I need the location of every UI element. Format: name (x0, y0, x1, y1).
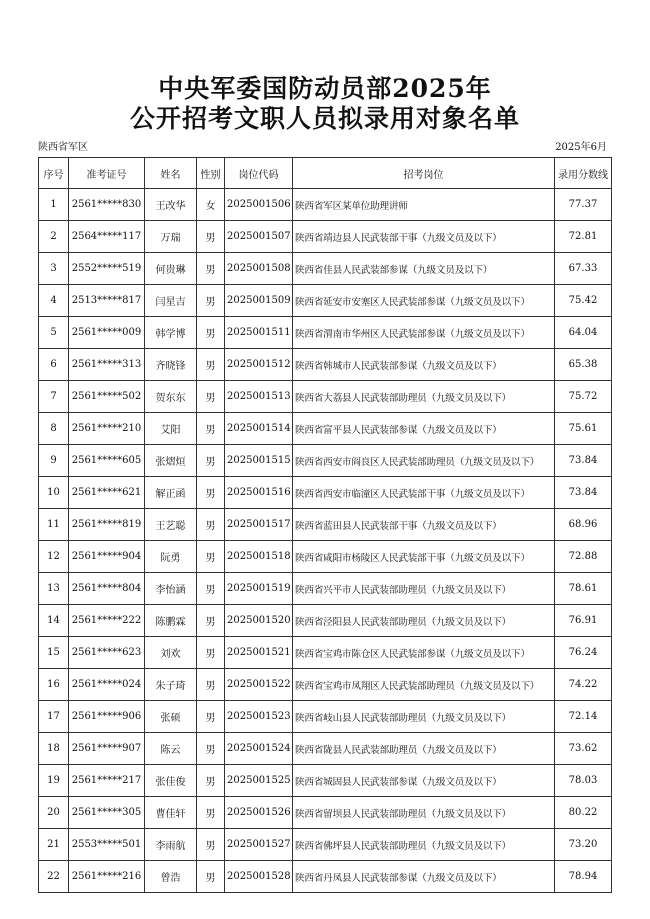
cell-position: 陕西省宝鸡市凤翔区人民武装部助理员（九级文员及以下） (293, 669, 555, 701)
col-header-score: 录用分数线 (555, 158, 612, 189)
cell-gender: 男 (197, 317, 225, 349)
cell-gender: 男 (197, 861, 225, 893)
cell-code: 2025001523 (225, 701, 293, 733)
cell-name: 万瑞 (145, 221, 197, 253)
cell-gender: 男 (197, 637, 225, 669)
cell-position: 陕西省韩城市人民武装部参谋（九级文员及以下） (293, 349, 555, 381)
cell-no: 19 (39, 765, 69, 797)
cell-code: 2025001522 (225, 669, 293, 701)
cell-score: 78.61 (555, 573, 612, 605)
cell-gender: 男 (197, 509, 225, 541)
cell-position: 陕西省陇县人民武装部助理员（九级文员及以下） (293, 733, 555, 765)
cell-exam-id: 2561*****906 (69, 701, 145, 733)
cell-score: 73.84 (555, 477, 612, 509)
cell-exam-id: 2561*****830 (69, 189, 145, 221)
cell-code: 2025001520 (225, 605, 293, 637)
cell-code: 2025001514 (225, 413, 293, 445)
cell-position: 陕西省宝鸡市陈仓区人民武装部参谋（九级文员及以下） (293, 637, 555, 669)
cell-exam-id: 2564*****117 (69, 221, 145, 253)
cell-score: 75.42 (555, 285, 612, 317)
cell-exam-id: 2553*****501 (69, 829, 145, 861)
table-row (39, 669, 612, 701)
cell-score: 78.94 (555, 861, 612, 893)
cell-gender: 男 (197, 541, 225, 573)
cell-name: 王改华 (145, 189, 197, 221)
table-row (39, 477, 612, 509)
cell-code: 2025001515 (225, 445, 293, 477)
table-row (39, 829, 612, 861)
document-title-line1: 中央军委国防动员部2025年 (158, 74, 492, 103)
table-row (39, 861, 612, 893)
cell-exam-id: 2561*****502 (69, 381, 145, 413)
cell-code: 2025001516 (225, 477, 293, 509)
cell-no: 14 (39, 605, 69, 637)
cell-position: 陕西省延安市安塞区人民武装部参谋（九级文员及以下） (293, 285, 555, 317)
table-row (39, 765, 612, 797)
cell-name: 齐晓锋 (145, 349, 197, 381)
cell-code: 2025001525 (225, 765, 293, 797)
header-row (39, 158, 612, 189)
cell-score: 80.22 (555, 797, 612, 829)
cell-exam-id: 2561*****804 (69, 573, 145, 605)
table-row (39, 701, 612, 733)
cell-position: 陕西省佳县人民武装部参谋（九级文员及以下） (293, 253, 555, 285)
cell-exam-id: 2561*****819 (69, 509, 145, 541)
cell-no: 12 (39, 541, 69, 573)
cell-position: 陕西省靖边县人民武装部干事（九级文员及以下） (293, 221, 555, 253)
table-row (39, 349, 612, 381)
cell-no: 11 (39, 509, 69, 541)
cell-no: 9 (39, 445, 69, 477)
cell-no: 1 (39, 189, 69, 221)
cell-code: 2025001526 (225, 797, 293, 829)
cell-score: 73.84 (555, 445, 612, 477)
cell-gender: 男 (197, 797, 225, 829)
cell-exam-id: 2561*****313 (69, 349, 145, 381)
cell-code: 2025001513 (225, 381, 293, 413)
cell-exam-id: 2513*****817 (69, 285, 145, 317)
cell-code: 2025001506 (225, 189, 293, 221)
table-row (39, 445, 612, 477)
table-row (39, 221, 612, 253)
cell-no: 8 (39, 413, 69, 445)
cell-name: 闫星吉 (145, 285, 197, 317)
table-row (39, 285, 612, 317)
cell-position: 陕西省大荔县人民武装部助理员（九级文员及以下） (293, 381, 555, 413)
cell-gender: 男 (197, 829, 225, 861)
cell-no: 2 (39, 221, 69, 253)
cell-no: 18 (39, 733, 69, 765)
cell-name: 何贵琳 (145, 253, 197, 285)
cell-score: 75.61 (555, 413, 612, 445)
col-header-name: 姓名 (145, 158, 197, 189)
cell-no: 21 (39, 829, 69, 861)
issuing-unit: 陕西省军区 (38, 142, 88, 153)
cell-code: 2025001508 (225, 253, 293, 285)
cell-no: 16 (39, 669, 69, 701)
cell-code: 2025001528 (225, 861, 293, 893)
cell-exam-id: 2561*****305 (69, 797, 145, 829)
cell-no: 15 (39, 637, 69, 669)
table-row (39, 317, 612, 349)
table-row (39, 509, 612, 541)
cell-score: 75.72 (555, 381, 612, 413)
cell-exam-id: 2561*****024 (69, 669, 145, 701)
cell-no: 13 (39, 573, 69, 605)
cell-exam-id: 2561*****009 (69, 317, 145, 349)
candidate-table (38, 157, 612, 893)
col-header-gender: 性别 (197, 158, 225, 189)
table-row (39, 381, 612, 413)
cell-name: 李雨航 (145, 829, 197, 861)
table-row (39, 733, 612, 765)
col-header-code: 岗位代码 (225, 158, 293, 189)
cell-name: 张佳俊 (145, 765, 197, 797)
cell-name: 曹佳轩 (145, 797, 197, 829)
cell-score: 64.04 (555, 317, 612, 349)
cell-code: 2025001512 (225, 349, 293, 381)
cell-position: 陕西省佛坪县人民武装部助理员（九级文员及以下） (293, 829, 555, 861)
cell-exam-id: 2561*****216 (69, 861, 145, 893)
cell-score: 73.20 (555, 829, 612, 861)
cell-position: 陕西省兴平市人民武装部助理员（九级文员及以下） (293, 573, 555, 605)
cell-gender: 男 (197, 381, 225, 413)
cell-score: 72.81 (555, 221, 612, 253)
cell-no: 10 (39, 477, 69, 509)
cell-exam-id: 2561*****904 (69, 541, 145, 573)
cell-name: 张熠烜 (145, 445, 197, 477)
cell-no: 20 (39, 797, 69, 829)
cell-gender: 男 (197, 605, 225, 637)
cell-name: 贺东东 (145, 381, 197, 413)
cell-gender: 男 (197, 221, 225, 253)
cell-exam-id: 2561*****210 (69, 413, 145, 445)
cell-name: 陈云 (145, 733, 197, 765)
cell-code: 2025001527 (225, 829, 293, 861)
cell-gender: 男 (197, 413, 225, 445)
cell-gender: 男 (197, 573, 225, 605)
cell-name: 王艺聪 (145, 509, 197, 541)
cell-position: 陕西省渭南市华州区人民武装部参谋（九级文员及以下） (293, 317, 555, 349)
cell-position: 陕西省西安市临潼区人民武装部干事（九级文员及以下） (293, 477, 555, 509)
cell-code: 2025001519 (225, 573, 293, 605)
cell-exam-id: 2552*****519 (69, 253, 145, 285)
table-row (39, 253, 612, 285)
cell-name: 解正函 (145, 477, 197, 509)
issue-date: 2025年6月 (555, 142, 607, 153)
table-row (39, 413, 612, 445)
cell-position: 陕西省泾阳县人民武装部助理员（九级文员及以下） (293, 605, 555, 637)
cell-code: 2025001511 (225, 317, 293, 349)
cell-exam-id: 2561*****907 (69, 733, 145, 765)
table-body (39, 189, 612, 893)
cell-position: 陕西省咸阳市杨陵区人民武装部干事（九级文员及以下） (293, 541, 555, 573)
cell-gender: 男 (197, 733, 225, 765)
cell-name: 李怡涵 (145, 573, 197, 605)
cell-score: 65.38 (555, 349, 612, 381)
cell-position: 陕西省岐山县人民武装部助理员（九级文员及以下） (293, 701, 555, 733)
col-header-exam-id: 准考证号 (69, 158, 145, 189)
cell-no: 17 (39, 701, 69, 733)
cell-name: 刘欢 (145, 637, 197, 669)
cell-score: 76.91 (555, 605, 612, 637)
cell-name: 陈鹏霖 (145, 605, 197, 637)
cell-exam-id: 2561*****605 (69, 445, 145, 477)
cell-score: 76.24 (555, 637, 612, 669)
cell-score: 72.88 (555, 541, 612, 573)
cell-exam-id: 2561*****621 (69, 477, 145, 509)
cell-no: 22 (39, 861, 69, 893)
cell-no: 6 (39, 349, 69, 381)
cell-position: 陕西省蓝田县人民武装部干事（九级文员及以下） (293, 509, 555, 541)
cell-code: 2025001517 (225, 509, 293, 541)
cell-score: 74.22 (555, 669, 612, 701)
cell-score: 73.62 (555, 733, 612, 765)
cell-gender: 男 (197, 765, 225, 797)
cell-position: 陕西省富平县人民武装部参谋（九级文员及以下） (293, 413, 555, 445)
table-row (39, 189, 612, 221)
cell-gender: 男 (197, 701, 225, 733)
cell-gender: 男 (197, 669, 225, 701)
cell-position: 陕西省西安市阎良区人民武装部助理员（九级文员及以下） (293, 445, 555, 477)
cell-name: 朱子琦 (145, 669, 197, 701)
cell-exam-id: 2561*****623 (69, 637, 145, 669)
cell-exam-id: 2561*****217 (69, 765, 145, 797)
cell-name: 阮勇 (145, 541, 197, 573)
cell-code: 2025001521 (225, 637, 293, 669)
cell-gender: 男 (197, 349, 225, 381)
cell-no: 5 (39, 317, 69, 349)
cell-position: 陕西省留坝县人民武装部助理员（九级文员及以下） (293, 797, 555, 829)
cell-score: 67.33 (555, 253, 612, 285)
cell-code: 2025001518 (225, 541, 293, 573)
table-row (39, 797, 612, 829)
table-row (39, 605, 612, 637)
table-row (39, 573, 612, 605)
col-header-no: 序号 (39, 158, 69, 189)
cell-code: 2025001509 (225, 285, 293, 317)
cell-code: 2025001524 (225, 733, 293, 765)
cell-score: 77.37 (555, 189, 612, 221)
cell-no: 3 (39, 253, 69, 285)
cell-position: 陕西省丹凤县人民武装部参谋（九级文员及以下） (293, 861, 555, 893)
cell-no: 7 (39, 381, 69, 413)
cell-name: 曾浩 (145, 861, 197, 893)
col-header-position: 招考岗位 (293, 158, 555, 189)
cell-score: 78.03 (555, 765, 612, 797)
cell-name: 艾阳 (145, 413, 197, 445)
cell-name: 韩学博 (145, 317, 197, 349)
cell-position: 陕西省军区某单位助理讲师 (293, 189, 555, 221)
cell-gender: 男 (197, 285, 225, 317)
cell-name: 张硕 (145, 701, 197, 733)
cell-score: 68.96 (555, 509, 612, 541)
cell-gender: 男 (197, 253, 225, 285)
cell-position: 陕西省城固县人民武装部参谋（九级文员及以下） (293, 765, 555, 797)
table-row (39, 541, 612, 573)
table-row (39, 637, 612, 669)
cell-gender: 男 (197, 445, 225, 477)
cell-score: 72.14 (555, 701, 612, 733)
cell-gender: 男 (197, 477, 225, 509)
cell-no: 4 (39, 285, 69, 317)
document-title-line2: 公开招考文职人员拟录用对象名单 (129, 104, 520, 133)
cell-gender: 女 (197, 189, 225, 221)
cell-code: 2025001507 (225, 221, 293, 253)
cell-exam-id: 2561*****222 (69, 605, 145, 637)
table-header (39, 158, 612, 189)
